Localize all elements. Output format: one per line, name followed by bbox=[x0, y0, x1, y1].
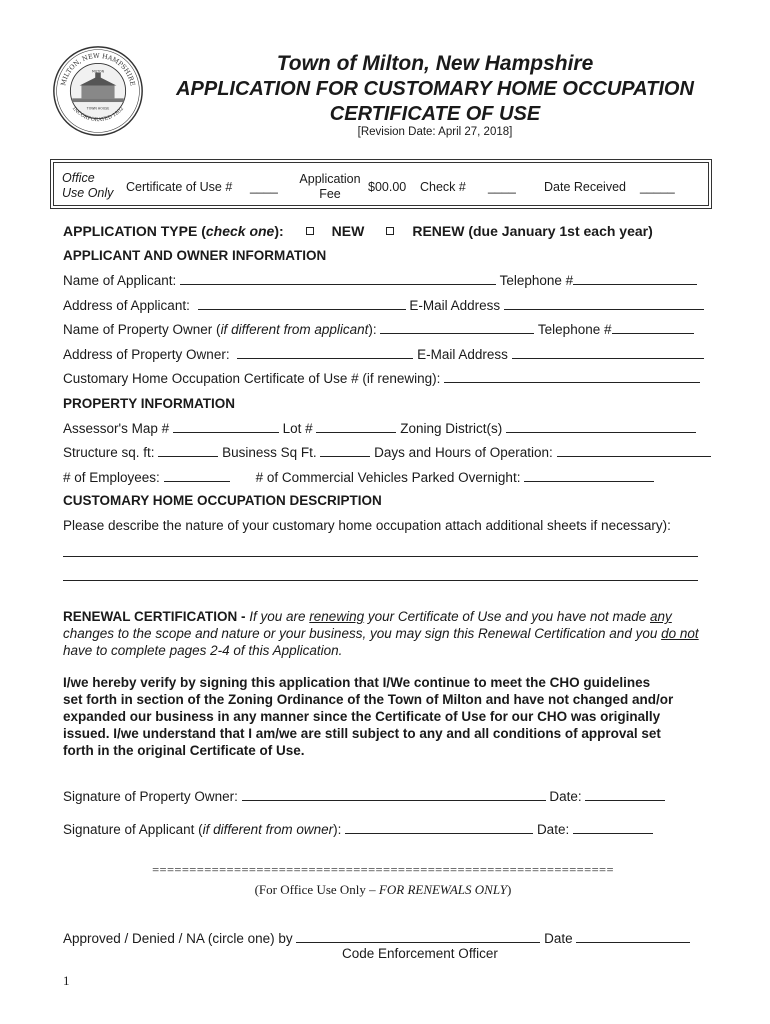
check-number-label: Check # bbox=[420, 180, 466, 194]
employees-field[interactable] bbox=[164, 469, 230, 482]
owner-signature-date-field[interactable] bbox=[585, 788, 665, 801]
title-certificate: CERTIFICATE OF USE bbox=[329, 103, 541, 125]
office-use-box bbox=[53, 162, 709, 206]
svg-text:MILTON, NEW HAMPSHIRE: MILTON, NEW HAMPSHIRE bbox=[59, 51, 137, 87]
check-number-blank[interactable]: ____ bbox=[488, 180, 516, 194]
map-lot-zoning-row: Assessor's Map # Lot # Zoning District(s) bbox=[63, 420, 696, 436]
owner-telephone-field[interactable] bbox=[612, 321, 694, 334]
svg-text:TOWN HOUSE: TOWN HOUSE bbox=[86, 106, 110, 111]
description-prompt: Please describe the nature of your customary home occupation attach additional sheets if necessary): bbox=[63, 518, 671, 533]
applicant-signature-row: Signature of Applicant (if different from owner): Date: bbox=[63, 821, 653, 837]
approval-row: Approved / Denied / NA (circle one) by Date bbox=[63, 930, 690, 946]
description-line-2[interactable] bbox=[63, 580, 698, 581]
applicant-email-field[interactable] bbox=[504, 297, 704, 310]
cert-of-use-label: Certificate of Use # bbox=[126, 180, 233, 194]
town-seal-logo bbox=[52, 45, 144, 137]
officer-caption: Code Enforcement Officer bbox=[342, 946, 498, 961]
owner-address-field[interactable] bbox=[237, 346, 413, 359]
applicant-name-field[interactable] bbox=[180, 272, 496, 285]
employees-vehicles-row: # of Employees: # of Commercial Vehicles Parked Overnight: bbox=[63, 469, 654, 485]
date-received-blank[interactable]: _____ bbox=[640, 180, 675, 194]
office-use-note: (For Office Use Only – FOR RENEWALS ONLY) bbox=[254, 882, 512, 897]
owner-signature-field[interactable] bbox=[242, 788, 546, 801]
applicant-address-row: Address of Applicant: E-Mail Address bbox=[63, 297, 704, 313]
applicant-signature-date-field[interactable] bbox=[573, 821, 653, 834]
new-option-label: NEW bbox=[331, 223, 365, 239]
title-town: Town of Milton, New Hampshire bbox=[276, 52, 594, 75]
renewal-certification-paragraph: RENEWAL CERTIFICATION - If you are renewing your Certificate of Use and you have not made any changes to the scope and nature or your business, you may sign this Renewal Certification and you do not have to complete pages 2-4 of this Application. bbox=[63, 609, 699, 658]
page-number: 1 bbox=[63, 973, 70, 988]
owner-email-field[interactable] bbox=[512, 346, 704, 359]
section-property-heading: PROPERTY INFORMATION bbox=[63, 396, 236, 411]
section-description-heading: CUSTOMARY HOME OCCUPATION DESCRIPTION bbox=[63, 493, 382, 508]
officer-signature-field[interactable] bbox=[296, 930, 540, 943]
application-type-row: APPLICATION TYPE (check one): NEW RENEW (due January 1st each year) bbox=[63, 223, 653, 239]
applicant-address-field[interactable] bbox=[198, 297, 406, 310]
owner-address-row: Address of Property Owner: E-Mail Address bbox=[63, 346, 704, 362]
vehicles-field[interactable] bbox=[524, 469, 654, 482]
svg-text:INCORPORATED 1802: INCORPORATED 1802 bbox=[70, 105, 126, 124]
lot-field[interactable] bbox=[316, 420, 396, 433]
owner-name-row: Name of Property Owner (if different from applicant): Telephone # bbox=[63, 321, 694, 337]
date-received-label: Date Received bbox=[544, 180, 626, 194]
renew-checkbox[interactable] bbox=[386, 227, 394, 235]
owner-name-field[interactable] bbox=[380, 321, 534, 334]
zoning-district-field[interactable] bbox=[506, 420, 696, 433]
approval-date-field[interactable] bbox=[576, 930, 690, 943]
verification-statement: I/we hereby verify by signing this application that I/We continue to meet the CHO guidelines set forth in section of the Zoning Ordinance of the Town of Milton and have not changed and/or expanded our business in any manner since the Certificate of Use for our CHO was originally issued. I/we understand that I am/we are still subject to any and all conditions of approval set forth in the original Certificate of Use. bbox=[63, 675, 674, 758]
applicant-signature-field[interactable] bbox=[345, 821, 533, 834]
cert-of-use-blank[interactable]: ____ bbox=[250, 180, 278, 194]
days-hours-field[interactable] bbox=[557, 444, 711, 457]
structure-sqft-field[interactable] bbox=[158, 444, 218, 457]
assessors-map-field[interactable] bbox=[173, 420, 279, 433]
sqft-hours-row: Structure sq. ft: Business Sq Ft. Days and Hours of Operation: bbox=[63, 444, 711, 460]
owner-signature-row: Signature of Property Owner: Date: bbox=[63, 788, 665, 804]
new-checkbox[interactable] bbox=[306, 227, 314, 235]
cho-cert-field[interactable] bbox=[444, 370, 700, 383]
app-fee-label: Application Fee bbox=[299, 172, 361, 201]
fee-value: $00.00 bbox=[368, 180, 407, 194]
svg-text:MILTON: MILTON bbox=[92, 69, 104, 74]
applicant-name-row: Name of Applicant: Telephone # bbox=[63, 272, 697, 288]
title-application: APPLICATION FOR CUSTOMARY HOME OCCUPATION bbox=[176, 78, 694, 100]
business-sqft-field[interactable] bbox=[320, 444, 370, 457]
revision-date: [Revision Date: April 27, 2018] bbox=[357, 126, 513, 138]
section-applicant-heading: APPLICANT AND OWNER INFORMATION bbox=[63, 248, 327, 263]
applicant-telephone-field[interactable] bbox=[573, 272, 697, 285]
renew-option-label: RENEW (due January 1st each year) bbox=[412, 223, 653, 239]
office-separator: ============================================================== bbox=[152, 863, 614, 877]
description-line-1[interactable] bbox=[63, 556, 698, 557]
office-use-label: Office Use Only bbox=[62, 171, 114, 200]
cho-cert-row: Customary Home Occupation Certificate of Use # (if renewing): bbox=[63, 370, 700, 386]
